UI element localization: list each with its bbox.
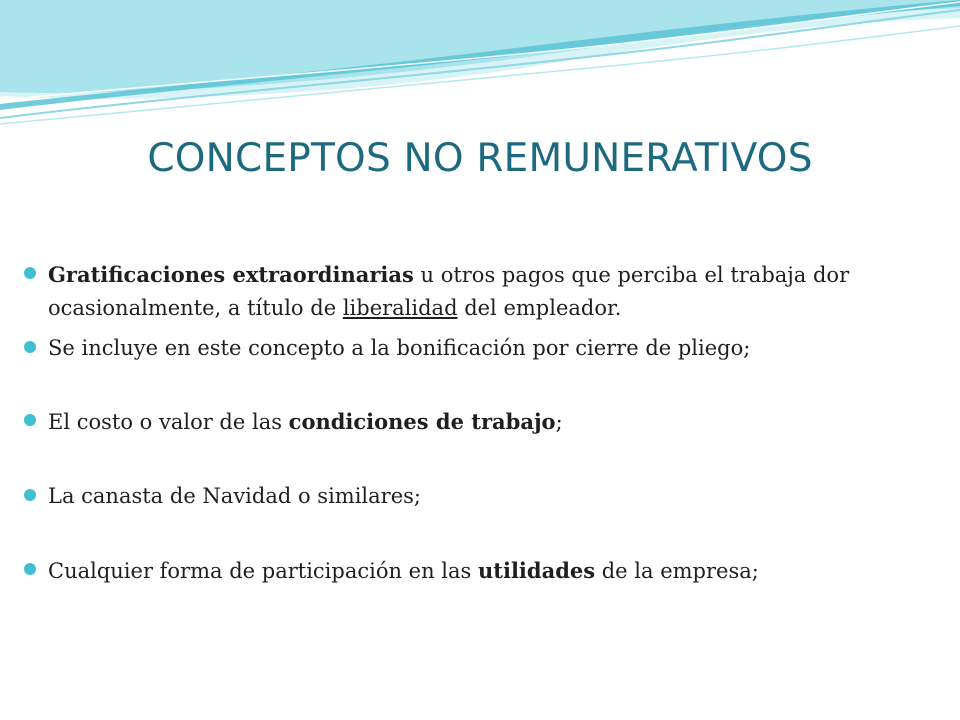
bullet-bonificacion <box>24 332 924 365</box>
bullet-1-tail: del empleador. <box>457 296 622 320</box>
bullet-4-text: La canasta de Navidad o similares; <box>48 484 421 508</box>
bullet-1-bold: Gratificaciones extraordinarias <box>48 262 414 287</box>
bullet-utilidades <box>24 554 924 588</box>
bullet-list <box>24 258 924 588</box>
bullet-dot <box>24 563 36 575</box>
bullet-gratificaciones <box>24 258 924 325</box>
bullet-5-text: Cualquier forma de participación en las <box>48 559 478 583</box>
bullet-dot <box>24 489 36 501</box>
bullet-5-bold: utilidades <box>478 558 596 583</box>
slide-title: CONCEPTOS NO REMUNERATIVOS <box>147 136 813 181</box>
bullet-3-bold: condiciones de trabajo <box>288 409 556 434</box>
bullet-condiciones <box>24 405 924 439</box>
bullet-3-tail: ; <box>555 410 563 434</box>
bullet-5-tail: de la empresa; <box>595 559 759 583</box>
bullet-dot <box>24 267 36 279</box>
bullet-canasta <box>24 480 924 513</box>
bullet-dot <box>24 341 36 353</box>
top-wave-decoration <box>0 0 960 130</box>
bullet-3-text: El costo o valor de las <box>48 410 289 434</box>
bullet-1-underline: liberalidad <box>342 296 458 320</box>
bullet-1-text: u otros pagos que perciba el trabaja dor ocasionalmente, a título de <box>48 263 850 320</box>
bullet-2-text: Se incluye en este concepto a la bonificación por cierre de pliego; <box>48 336 751 360</box>
bullet-dot <box>24 414 36 426</box>
